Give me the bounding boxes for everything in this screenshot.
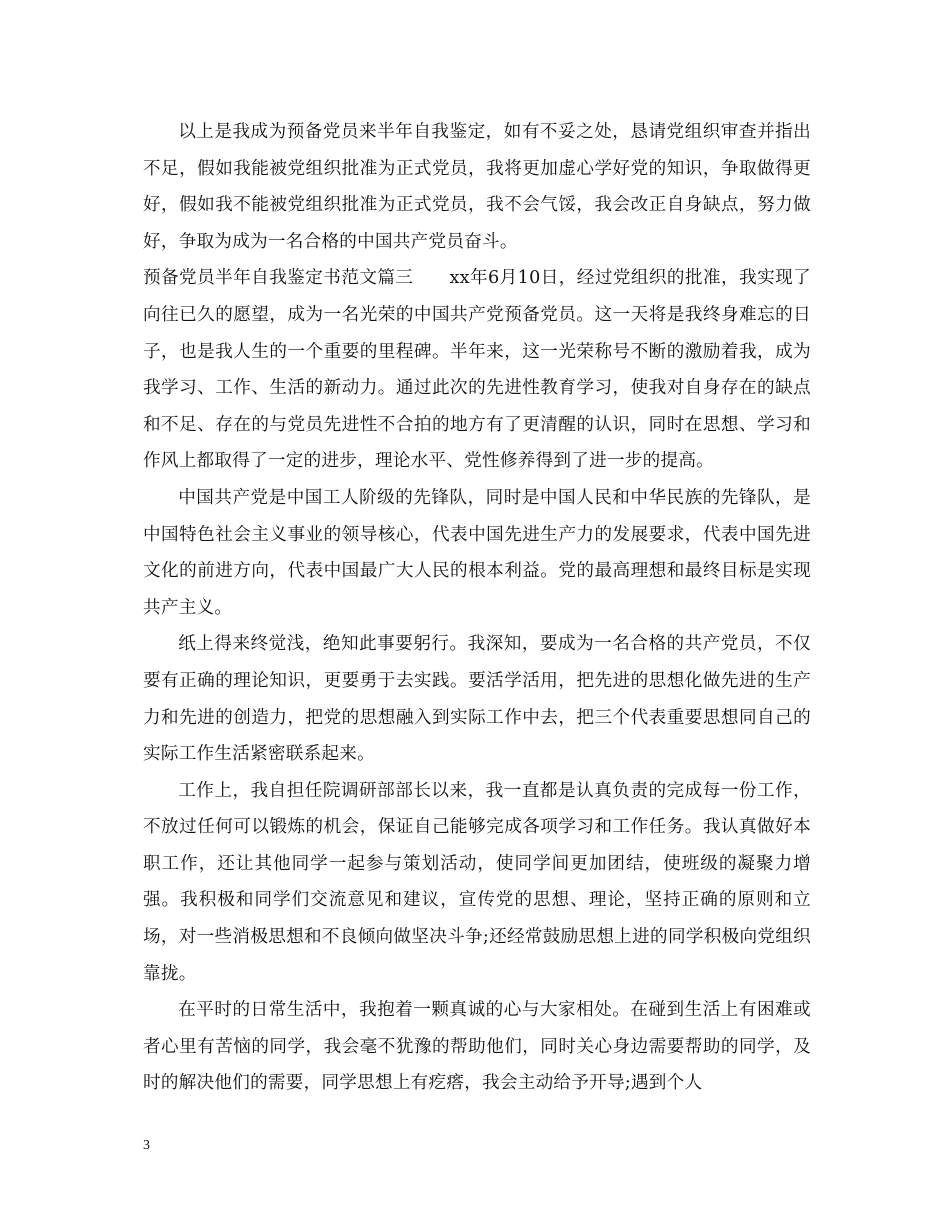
paragraph-article-three <box>143 260 811 480</box>
paragraph-practice: 纸上得来终觉浅，绝知此事要躬行。我深知，要成为一名合格的共产党员，不仅要有正确的理论知识，更要勇于去实践。要活学活用，把先进的思想化做先进的生产力和先进的创造力，把党的思想融入到实际工作中去，把三个代表重要思想同自己的实际工作生活紧密联系起来。 <box>143 634 811 765</box>
article-three-opening: xx年6月10日，经过党组织的批准，我实现了向往已久的愿望，成为一名光荣的中国共产党预备党员。这一天将是我终身难忘的日子，也是我人生的一个重要的里程碑。半年来，这一光荣称号不断的激励着我，成为我学习、工作、生活的新动力。通过此次的先进性教育学习，使我对自身存在的缺点和不足、存在的与党员先进性不合拍的地方有了更清醒的认识，同时在思想、学习和作风上都取得了一定的进步，理论水平、党性修养得到了进一步的提高。 <box>143 268 811 472</box>
paragraph-party-nature: 中国共产党是中国工人阶级的先锋队，同时是中国人民和中华民族的先锋队，是中国特色社会主义事业的领导核心，代表中国先进生产力的发展要求，代表中国先进文化的前进方向，代表中国最广大人民的根本利益。党的最高理想和最终目标是实现共产主义。 <box>143 487 811 618</box>
article-three-title: 预备党员半年自我鉴定书范文篇三 <box>143 268 414 289</box>
page-number: 3 <box>143 1138 150 1153</box>
paragraph-conclusion: 以上是我成为预备党员来半年自我鉴定，如有不妥之处，恳请党组织审查并指出不足，假如我能被党组织批准为正式党员，我将更加虚心学好党的知识，争取做得更好，假如我不能被党组织批准为正式党员，我不会气馁，我会改正自身缺点，努力做好，争取为成为一名合格的中国共产党员奋斗。 <box>143 122 811 252</box>
document-body <box>143 114 811 1102</box>
paragraph-daily-life: 在平时的日常生活中，我抱着一颗真诚的心与大家相处。在碰到生活上有困难或者心里有苦恼的同学，我会毫不犹豫的帮助他们，同时关心身边需要帮助的同学，及时的解决他们的需要，同学思想上有疙瘩，我会主动给予开导;遇到个人 <box>143 1000 811 1094</box>
paragraph-work: 工作上，我自担任院调研部部长以来，我一直都是认真负责的完成每一份工作，不放过任何可以锻炼的机会，保证自己能够完成各项学习和工作任务。我认真做好本职工作，还让其他同学一起参与策划活动，使同学间更加团结，使班级的凝聚力增强。我积极和同学们交流意见和建议，宣传党的思想、理论，坚持正确的原则和立场，对一些消极思想和不良倾向做坚决斗争;还经常鼓励思想上进的同学积极向党组织靠拢。 <box>143 780 811 984</box>
